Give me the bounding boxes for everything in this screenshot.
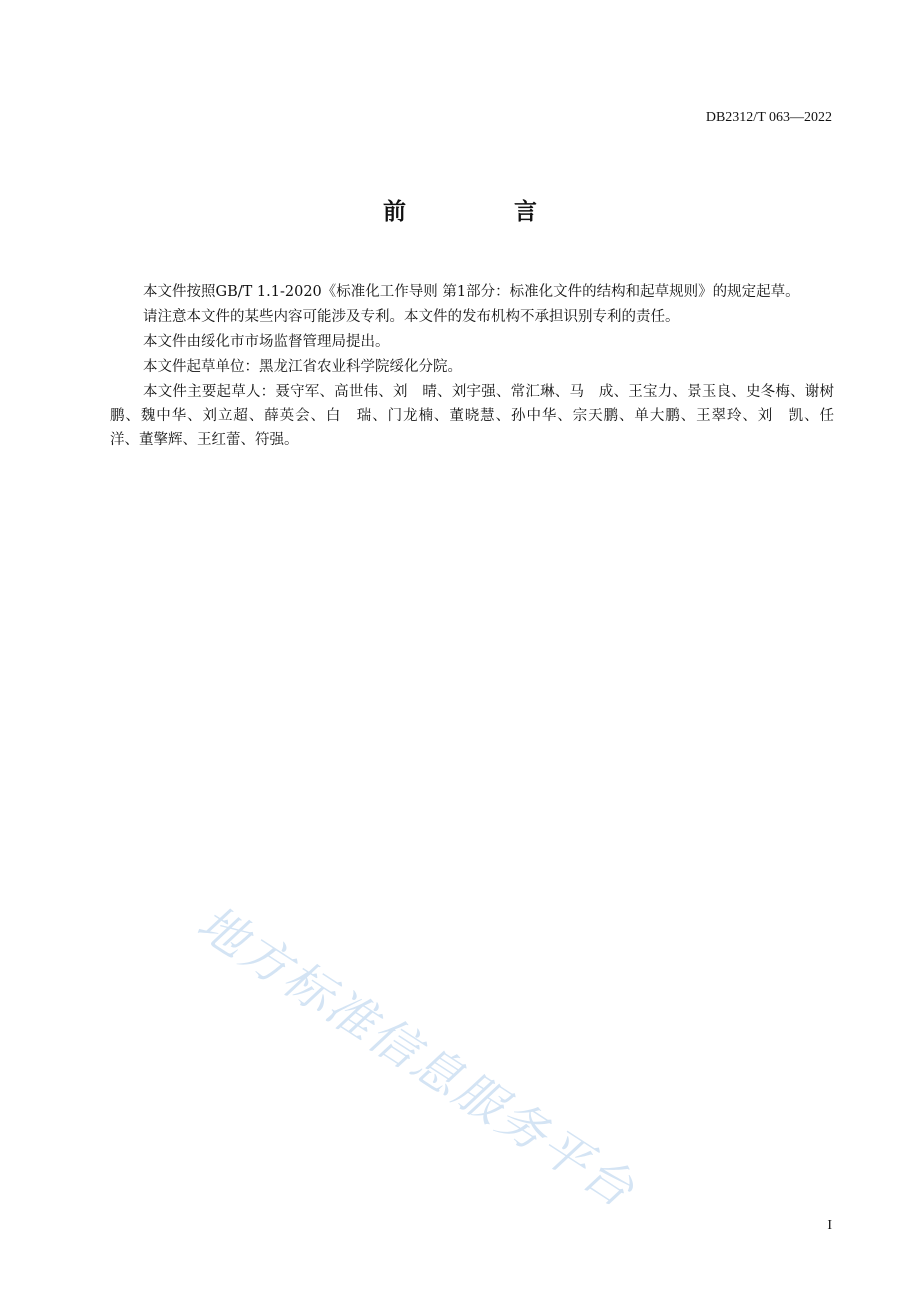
paragraph-drafters: 本文件主要起草人：聂守军、高世伟、刘 晴、刘宇强、常汇琳、马 成、王宝力、景玉良、史冬梅、谢树鹏、魏中华、刘立超、薛英会、白 瑞、门龙楠、董晓慧、孙中华、宗天鹏、单大鹏、王翠玲、刘 凯、任 洋、董擎辉、王红蕾、符强。: [110, 384, 849, 448]
paragraph-standard-basis: 本文件按照GB/T 1.1-2020《标准化工作导则 第1部分：标准化文件的结构和起草规则》的规定起草。: [143, 284, 800, 300]
watermark: 地方标准信息服务平台: [187, 894, 646, 1220]
page-title: 前 言: [382, 199, 587, 225]
paragraph-proposer: 本文件由绥化市市场监督管理局提出。: [143, 334, 390, 350]
paragraph-drafting-unit: 本文件起草单位：黑龙江省农业科学院绥化分院。: [143, 359, 462, 375]
page-number: I: [827, 1218, 832, 1233]
foreword-body: [110, 280, 849, 453]
paragraph-patent-notice: 请注意本文件的某些内容可能涉及专利。本文件的发布机构不承担识别专利的责任。: [143, 309, 680, 325]
document-code: DB2312/T 063—2022: [705, 110, 832, 125]
